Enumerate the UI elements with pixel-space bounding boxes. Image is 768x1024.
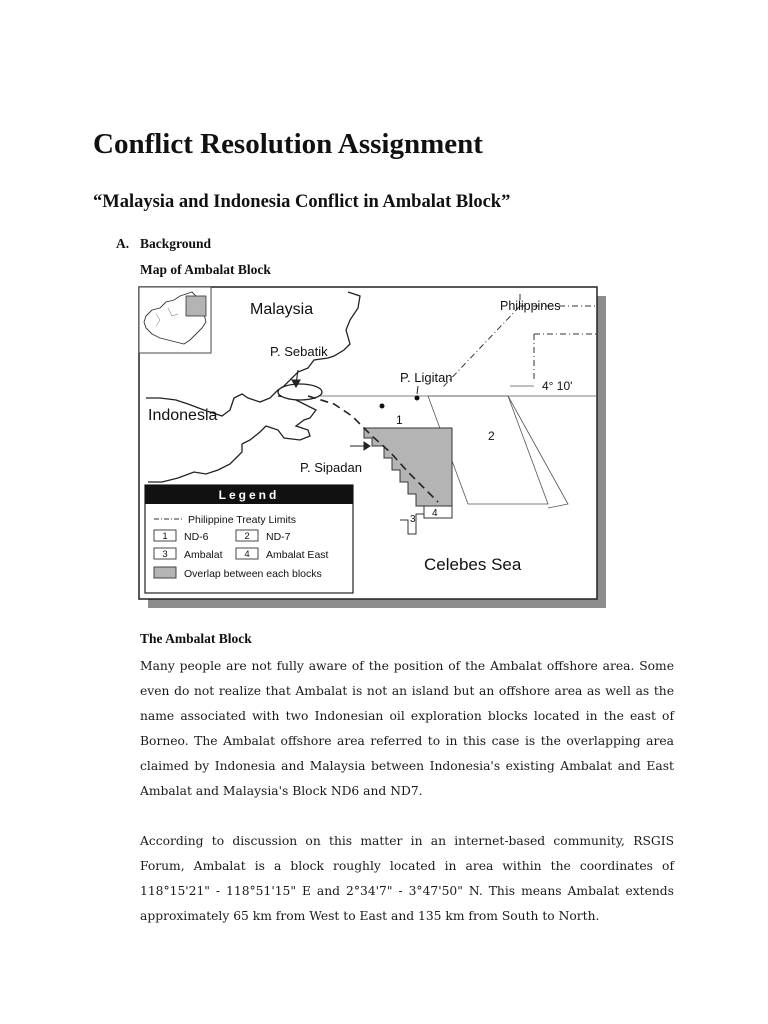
legend-ambalat-east-number: 4 [244, 549, 250, 560]
legend-overlap-label: Overlap between each blocks [184, 568, 322, 580]
paragraph-ambalat-description: Many people are not fully aware of the position of the Ambalat offshore area. Some even do not realize that Ambalat is not an island but an offshore area as well as the name associated with two Indonesian oil exploration blocks located in the east of Borneo. The Ambalat offshore area referred to in this case is the overlapping area claimed by Indonesia and Malaysia between Indonesia's existing Ambalat and East Ambalat and Malaysia's Block ND6 and ND7. [140, 659, 674, 798]
label-malaysia: Malaysia [250, 301, 314, 318]
ambalat-block-heading: The Ambalat Block [140, 631, 252, 646]
map-legend [145, 485, 353, 593]
document-title: Conflict Resolution Assignment [93, 128, 483, 160]
ambalat-map-figure [138, 286, 608, 612]
label-sebatik: P. Sebatik [270, 344, 328, 359]
section-title: Background [140, 236, 212, 251]
label-sipadan: P. Sipadan [300, 460, 362, 475]
label-celebes-sea: Celebes Sea [424, 555, 522, 574]
legend-title: Legend [218, 488, 280, 502]
label-latitude: 4° 10' [542, 379, 573, 393]
legend-treaty-label: Philippine Treaty Limits [188, 514, 296, 526]
section-heading [116, 236, 211, 252]
label-block-2: 2 [488, 429, 495, 443]
section-number: A. [116, 236, 130, 251]
ligitan-island [380, 404, 385, 409]
legend-ambalat-number: 3 [162, 549, 168, 560]
legend-ambalat-label: Ambalat [184, 549, 223, 561]
label-indonesia: Indonesia [148, 407, 218, 424]
map-caption: Map of Ambalat Block [140, 262, 271, 277]
legend-nd6-label: ND-6 [184, 531, 209, 543]
legend-nd6-number: 1 [162, 531, 168, 542]
label-block-3: 3 [410, 514, 416, 525]
label-philippines: Philippines [500, 299, 561, 313]
legend-ambalat-east-label: Ambalat East [266, 549, 329, 561]
inset-locator-map [139, 287, 211, 353]
label-block-1: 1 [396, 413, 403, 427]
ambalat-map [138, 286, 608, 612]
label-ligitan: P. Ligitan [400, 370, 453, 385]
paragraph-ambalat-coordinates: According to discussion on this matter in an internet-based community, RSGIS Forum, Ambalat is a block roughly located in area within the coordinates of 118°15'21" - 118°51'15" E and 2°34'7" - 3°47'50" N. This means Ambalat extends approximately 65 km from West to East and 135 km from South to North. [140, 834, 674, 923]
legend-nd7-label: ND-7 [266, 531, 291, 543]
document-subtitle: “Malaysia and Indonesia Conflict in Ambalat Block” [93, 192, 511, 212]
ligitan-dot [415, 396, 420, 401]
legend-nd7-number: 2 [244, 531, 250, 542]
label-block-4: 4 [432, 508, 438, 519]
legend-overlap-swatch [154, 567, 176, 578]
